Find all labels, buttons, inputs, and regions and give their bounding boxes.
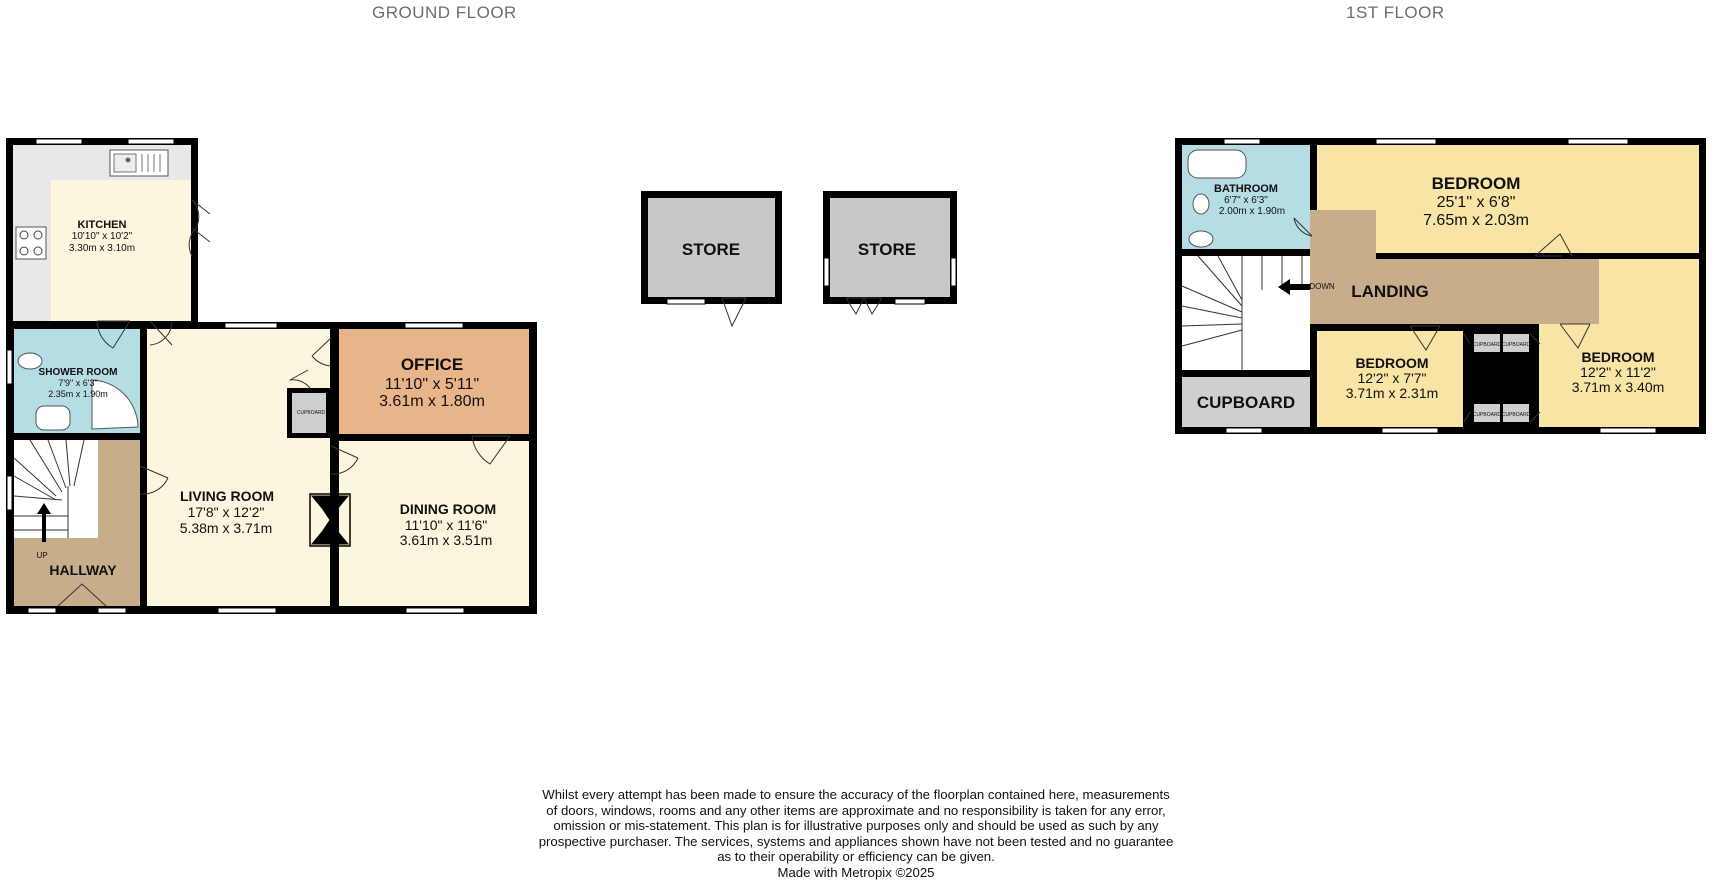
bathroom-name: BATHROOM — [1214, 183, 1278, 195]
basin-icon — [36, 406, 70, 430]
landing-stair-label: DOWN — [1309, 282, 1335, 291]
small-cupboard-label-4: CUPBOARD — [1501, 412, 1531, 418]
bedroom-3-metric: 3.71m x 3.40m — [1571, 379, 1665, 395]
living-room-imperial: 17'8" x 12'2" — [187, 504, 265, 520]
bedroom-main-name: BEDROOM — [1431, 174, 1521, 193]
dining-room-metric: 3.61m x 3.51m — [399, 532, 493, 548]
office-metric: 3.61m x 1.80m — [379, 393, 485, 410]
bathroom-basin-icon — [1193, 194, 1209, 214]
bedroom-2-imperial: 12'2" x 7'7" — [1357, 370, 1427, 386]
store-2-plan — [823, 191, 957, 314]
small-cupboard-label-1: CUPBOARD — [1472, 342, 1502, 348]
kitchen-name: KITCHEN — [77, 219, 127, 231]
landing-name: LANDING — [1351, 282, 1429, 301]
bathroom-metric: 2.00m x 1.90m — [1218, 206, 1286, 217]
disclaimer-line-5: as to their operability or efficiency can be given. — [717, 849, 995, 865]
dining-room-name: DINING ROOM — [399, 501, 497, 517]
bathroom-imperial: 6'7" x 6'3" — [1224, 195, 1268, 206]
disclaimer-line-1: Whilst every attempt has been made to ensure the accuracy of the floorplan contained here, measurements — [542, 787, 1170, 802]
disclaimer-line-6: Made with Metropix ©2025 — [777, 864, 935, 880]
bedroom-2-metric: 3.71m x 2.31m — [1345, 385, 1439, 401]
disclaimer — [520, 787, 1192, 881]
small-cupboard-label-3: CUPBOARD — [1472, 412, 1502, 418]
hallway-stairs — [14, 440, 98, 538]
dining-room-imperial: 11'10" x 11'6" — [404, 517, 488, 533]
first-floor-plan — [1175, 138, 1706, 434]
hallway-name: HALLWAY — [49, 562, 117, 578]
bath-icon — [1188, 150, 1246, 178]
disclaimer-line-4: prospective purchaser. The services, systems and appliances shown have not been tested and no guarantee — [538, 833, 1174, 849]
kitchen-metric: 3.30m x 3.10m — [68, 243, 136, 254]
shower-room-metric: 2.35m x 1.90m — [48, 389, 108, 399]
bathroom-toilet-icon — [1189, 231, 1213, 247]
office-imperial: 11'10" x 5'11" — [384, 376, 480, 393]
store-2-name: STORE — [857, 240, 917, 259]
bedroom-main-metric: 7.65m x 2.03m — [1423, 212, 1529, 229]
shower-room-name: SHOWER ROOM — [38, 367, 118, 378]
bedroom-3-name: BEDROOM — [1581, 349, 1655, 365]
ground-floor-title: GROUND FLOOR — [372, 3, 517, 22]
shower-room-imperial: 7'9" x 6'3" — [58, 378, 98, 388]
store-1-plan — [641, 191, 782, 326]
disclaimer-line-3: omission or mis-statement. This plan is for illustrative purposes only and should be used as such by any — [553, 818, 1159, 834]
hob-icon — [16, 227, 46, 259]
small-cupboard-label-2: CUPBOARD — [1501, 342, 1531, 348]
living-room-name: LIVING ROOM — [179, 488, 275, 504]
store-1-name: STORE — [681, 240, 741, 259]
hallway-stair-label: UP — [36, 551, 48, 560]
living-room-metric: 5.38m x 3.71m — [179, 520, 273, 536]
bedroom-main-imperial: 25'1" x 6'8" — [1436, 194, 1516, 211]
ground-cupboard-label: CUPBOARD — [296, 410, 326, 416]
bedroom-2-name: BEDROOM — [1355, 355, 1429, 371]
ground-floor-plan — [6, 138, 537, 614]
first-cupboard-name: CUPBOARD — [1196, 393, 1296, 412]
first-floor-title: 1ST FLOOR — [1346, 3, 1445, 22]
office-name: OFFICE — [400, 355, 464, 374]
bedroom-3-imperial: 12'2" x 11'2" — [1580, 364, 1656, 380]
landing-stairs — [1182, 256, 1310, 370]
disclaimer-line-2: of doors, windows, rooms and any other items are approximate and no responsibility is taken for any error, — [546, 802, 1166, 818]
kitchen-imperial: 10'10" x 10'2" — [71, 231, 133, 242]
